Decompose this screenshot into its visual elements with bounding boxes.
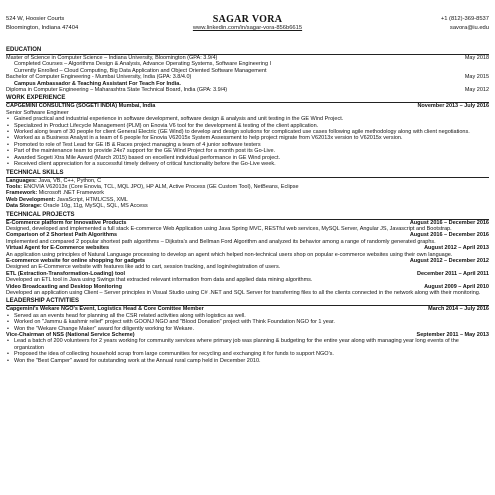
project-title-row — [6, 245, 489, 251]
project-date: August 2016 – December 2016 — [409, 232, 489, 239]
skill-label: Tools: — [6, 183, 23, 190]
work-company: CAPGEMINI CONSULTING (SOGETI INDIA) Mumbai, India — [6, 103, 156, 110]
section-heading-projects: TECHNICAL PROJECTS — [6, 212, 489, 220]
project-title-row — [6, 271, 489, 277]
work-role: Senior Software Engineer — [6, 109, 69, 116]
address-line-2: Bloomington, Indiana 47404 — [6, 24, 79, 31]
project-title-row — [6, 284, 489, 290]
education-row-text: Diploma in Computer Engineering – Maharashtra State Technical Board, India (GPA: 3.9/4) — [6, 87, 228, 94]
skill-value: Oracle 10g, 11g, MySQL, SQL, MS Access — [41, 203, 148, 210]
project-title: Comparison of 2 Shortest Path Algorithms — [6, 232, 118, 239]
project-date: December 2011 – April 2011 — [417, 270, 489, 277]
project-description: Developed an application using Client – Server principles in Visual Studio using C# .NET and SQL Server for transferring files to all the clients connected in the network along with their monitoring. — [6, 290, 481, 296]
phone-number: +1 (812)-369-8537 — [440, 16, 489, 22]
candidate-name: SAGAR VORA — [212, 14, 283, 25]
skill-value: JavaScript, HTML/CSS, XML — [55, 196, 128, 203]
skill-value: ENOVIA V62013x (Core Enovia, TCL, MQL JPO), HP ALM, Active Process (GE Custom Tool), NetBeans, Eclipse — [22, 183, 299, 190]
project-title-row — [6, 258, 489, 264]
linkedin-link[interactable]: www.linkedin.com/in/sagar-vora-856b6615 — [192, 25, 303, 31]
leadership-bullet: • Proposed the idea of collecting household scrap from large communities for recycling and exchanging it for funds to support NGO's. — [6, 351, 489, 357]
leadership-bullet: • Won the "Wekare Change Maker" award for diligently working for Wekare. — [6, 326, 489, 332]
project-title: E-Commerce platform for Innovative Products — [6, 219, 127, 226]
education-row-text: Campus Ambassador & Teaching Assistant For Teach For India. — [14, 80, 181, 87]
skill-value: Microsoft .NET Framework — [37, 190, 105, 197]
resume-header — [6, 15, 489, 35]
education-row-text: Master of Science in Computer Science – Indiana University, Bloomington (GPA: 3.9/4) — [6, 55, 218, 61]
work-bullet: • Part of the maintenance team to provide 24x7 support for the GE Wind Project for a month post its Go-Live. — [6, 148, 489, 154]
section-heading-education: EDUCATION — [6, 47, 489, 55]
education-row-date: May 2018 — [464, 55, 489, 61]
project-title: Virtual Agent for E-Commerce websites — [6, 245, 109, 252]
skill-value: Java, VB, C++, Python, C — [36, 177, 102, 184]
project-date: August 2016 – December 2016 — [409, 219, 489, 226]
section-heading-leadership: LEADERSHIP ACTIVITIES — [6, 298, 489, 306]
work-dates: November 2013 – July 2016 — [417, 103, 489, 110]
work-bullet: • Awarded Sogeti Xtra Mile Award (March 2015) based on excellent individual performance in GE Wind project. — [6, 155, 489, 161]
project-date: August 2012 – December 2012 — [409, 257, 489, 264]
name-block — [6, 15, 489, 33]
email-address[interactable]: savora@iu.edu — [449, 24, 489, 31]
work-bullet: • Gained practical and industrial experience in software development, software design & analysis and unit testing in the GE Wind Project. — [6, 116, 489, 122]
project-date: August 2012 – April 2013 — [424, 245, 489, 252]
work-bullet: • Worked as a Business Analyst in a team of 6 people for Enovia V62015x System Assessment to help project migrate from V62013x version to V62015x version. — [6, 135, 489, 141]
project-title-row — [6, 232, 489, 238]
leadership-date: September 2011 – May 2013 — [416, 332, 489, 339]
project-title: Video Broadcasting and Desktop Monitoring — [6, 283, 123, 290]
work-bullet: • Worked along team of 30 people for client General Electric (GE Wind) to develop and design solutions for complicated use cases following agile methodology along with client negotiations. — [6, 129, 489, 135]
section-heading-work: WORK EXPERIENCE — [6, 95, 489, 103]
work-bullet: • Specialized in Product Lifecycle Management (PLM) on Enovia V6 tool for the development & testing of the client application. — [6, 123, 489, 129]
project-title-row — [6, 220, 489, 226]
education-row-text: Completed Courses – Algorithms Design & Analysis, Advance Operating Systems, Software Engineering I — [14, 61, 272, 68]
project-description: Implemented and compared 2 popular shortest path algorithms – Dijkstra's and Bellman Ford Algorithm and analyzed its behavior among a range of randomly generated graphs. — [6, 238, 436, 245]
leadership-bullet: • Worked on "Jammu & kashmir relief" project with GOONJ NGO and "Blood Donation" project with Think Foundation NGO for 1 year. — [6, 319, 489, 325]
leadership-title: Capgemini's Wekare NGO's Event, Logistics Head & Core Comittee Member — [6, 306, 204, 313]
education-row — [6, 87, 489, 93]
skill-label: Web Development: — [6, 196, 56, 203]
leadership-date: March 2014 – July 2016 — [428, 306, 489, 313]
skill-label: Framework: — [6, 190, 38, 197]
contact-block — [441, 15, 489, 32]
work-bullet: • Received client appreciation for a successful timely delivery of critical functionality before the Go-Live week. — [6, 161, 489, 167]
project-description: Developed an ETL tool in Java using Swings that extracted relevant information from data and applied data mining algorithms. — [6, 277, 313, 284]
resume-body — [6, 45, 489, 364]
education-row-text: Currently Enrolled – Cloud Computing, Big Data Application and Object Oriented Software Management — [14, 67, 267, 74]
project-description: Designed an E-Commerce website with features like add to cart, session tracking, and login/registration of users. — [6, 264, 281, 271]
leadership-bullet: • Won the "Best Camper" award for outstanding work at the Annual rural camp held in December 2010. — [6, 358, 489, 364]
project-date: August 2009 – April 2010 — [424, 283, 489, 290]
project-description: An application using principles of Natural Language processing to develop an agent which helped non-technical users shop on popular e-commerce websites using their own language. — [6, 251, 453, 258]
education-row-date: May 2012 — [464, 87, 489, 94]
project-title: ETL (Extraction-Transformation-Loading) tool — [6, 270, 126, 277]
work-bullet: • Promoted to role of Test Lead for GE IB & Races project managing a team of 4 junior software testers — [6, 142, 489, 148]
address-line-1: 524 W, Hoosier Courts — [6, 16, 65, 22]
education-row-text: Bachelor of Computer Engineering - Mumbai University, India (GPA: 3.8/4.0) — [6, 74, 192, 81]
section-heading-skills: TECHNICAL SKILLS — [6, 170, 489, 178]
project-description: Designed, developed and implemented a full stack E-commerce Web Application using Java Spring MVC, RESTful web services, MySQL Server, Angular JS, Javascript and Bootstrap. — [6, 225, 452, 232]
skill-label: Data Storage: — [6, 203, 42, 210]
leadership-bullet: • Lead a batch of 200 volunteers for 2 years working for community services where primary job was planning & budgeting for the entire year along with managing year long events of the organization — [6, 338, 489, 351]
leadership-bullet: • Served as an events head for planning all the CSR related activities along with logistics as well. — [6, 313, 489, 319]
leadership-title: Vice-Chairman of NSS (National Service Scheme) — [6, 332, 135, 339]
skill-label: Languages: — [6, 177, 37, 184]
project-title: E-commerce website for online shopping for gadgets — [6, 257, 146, 264]
education-row-date: May 2015 — [464, 74, 489, 81]
skill-row — [6, 203, 489, 209]
